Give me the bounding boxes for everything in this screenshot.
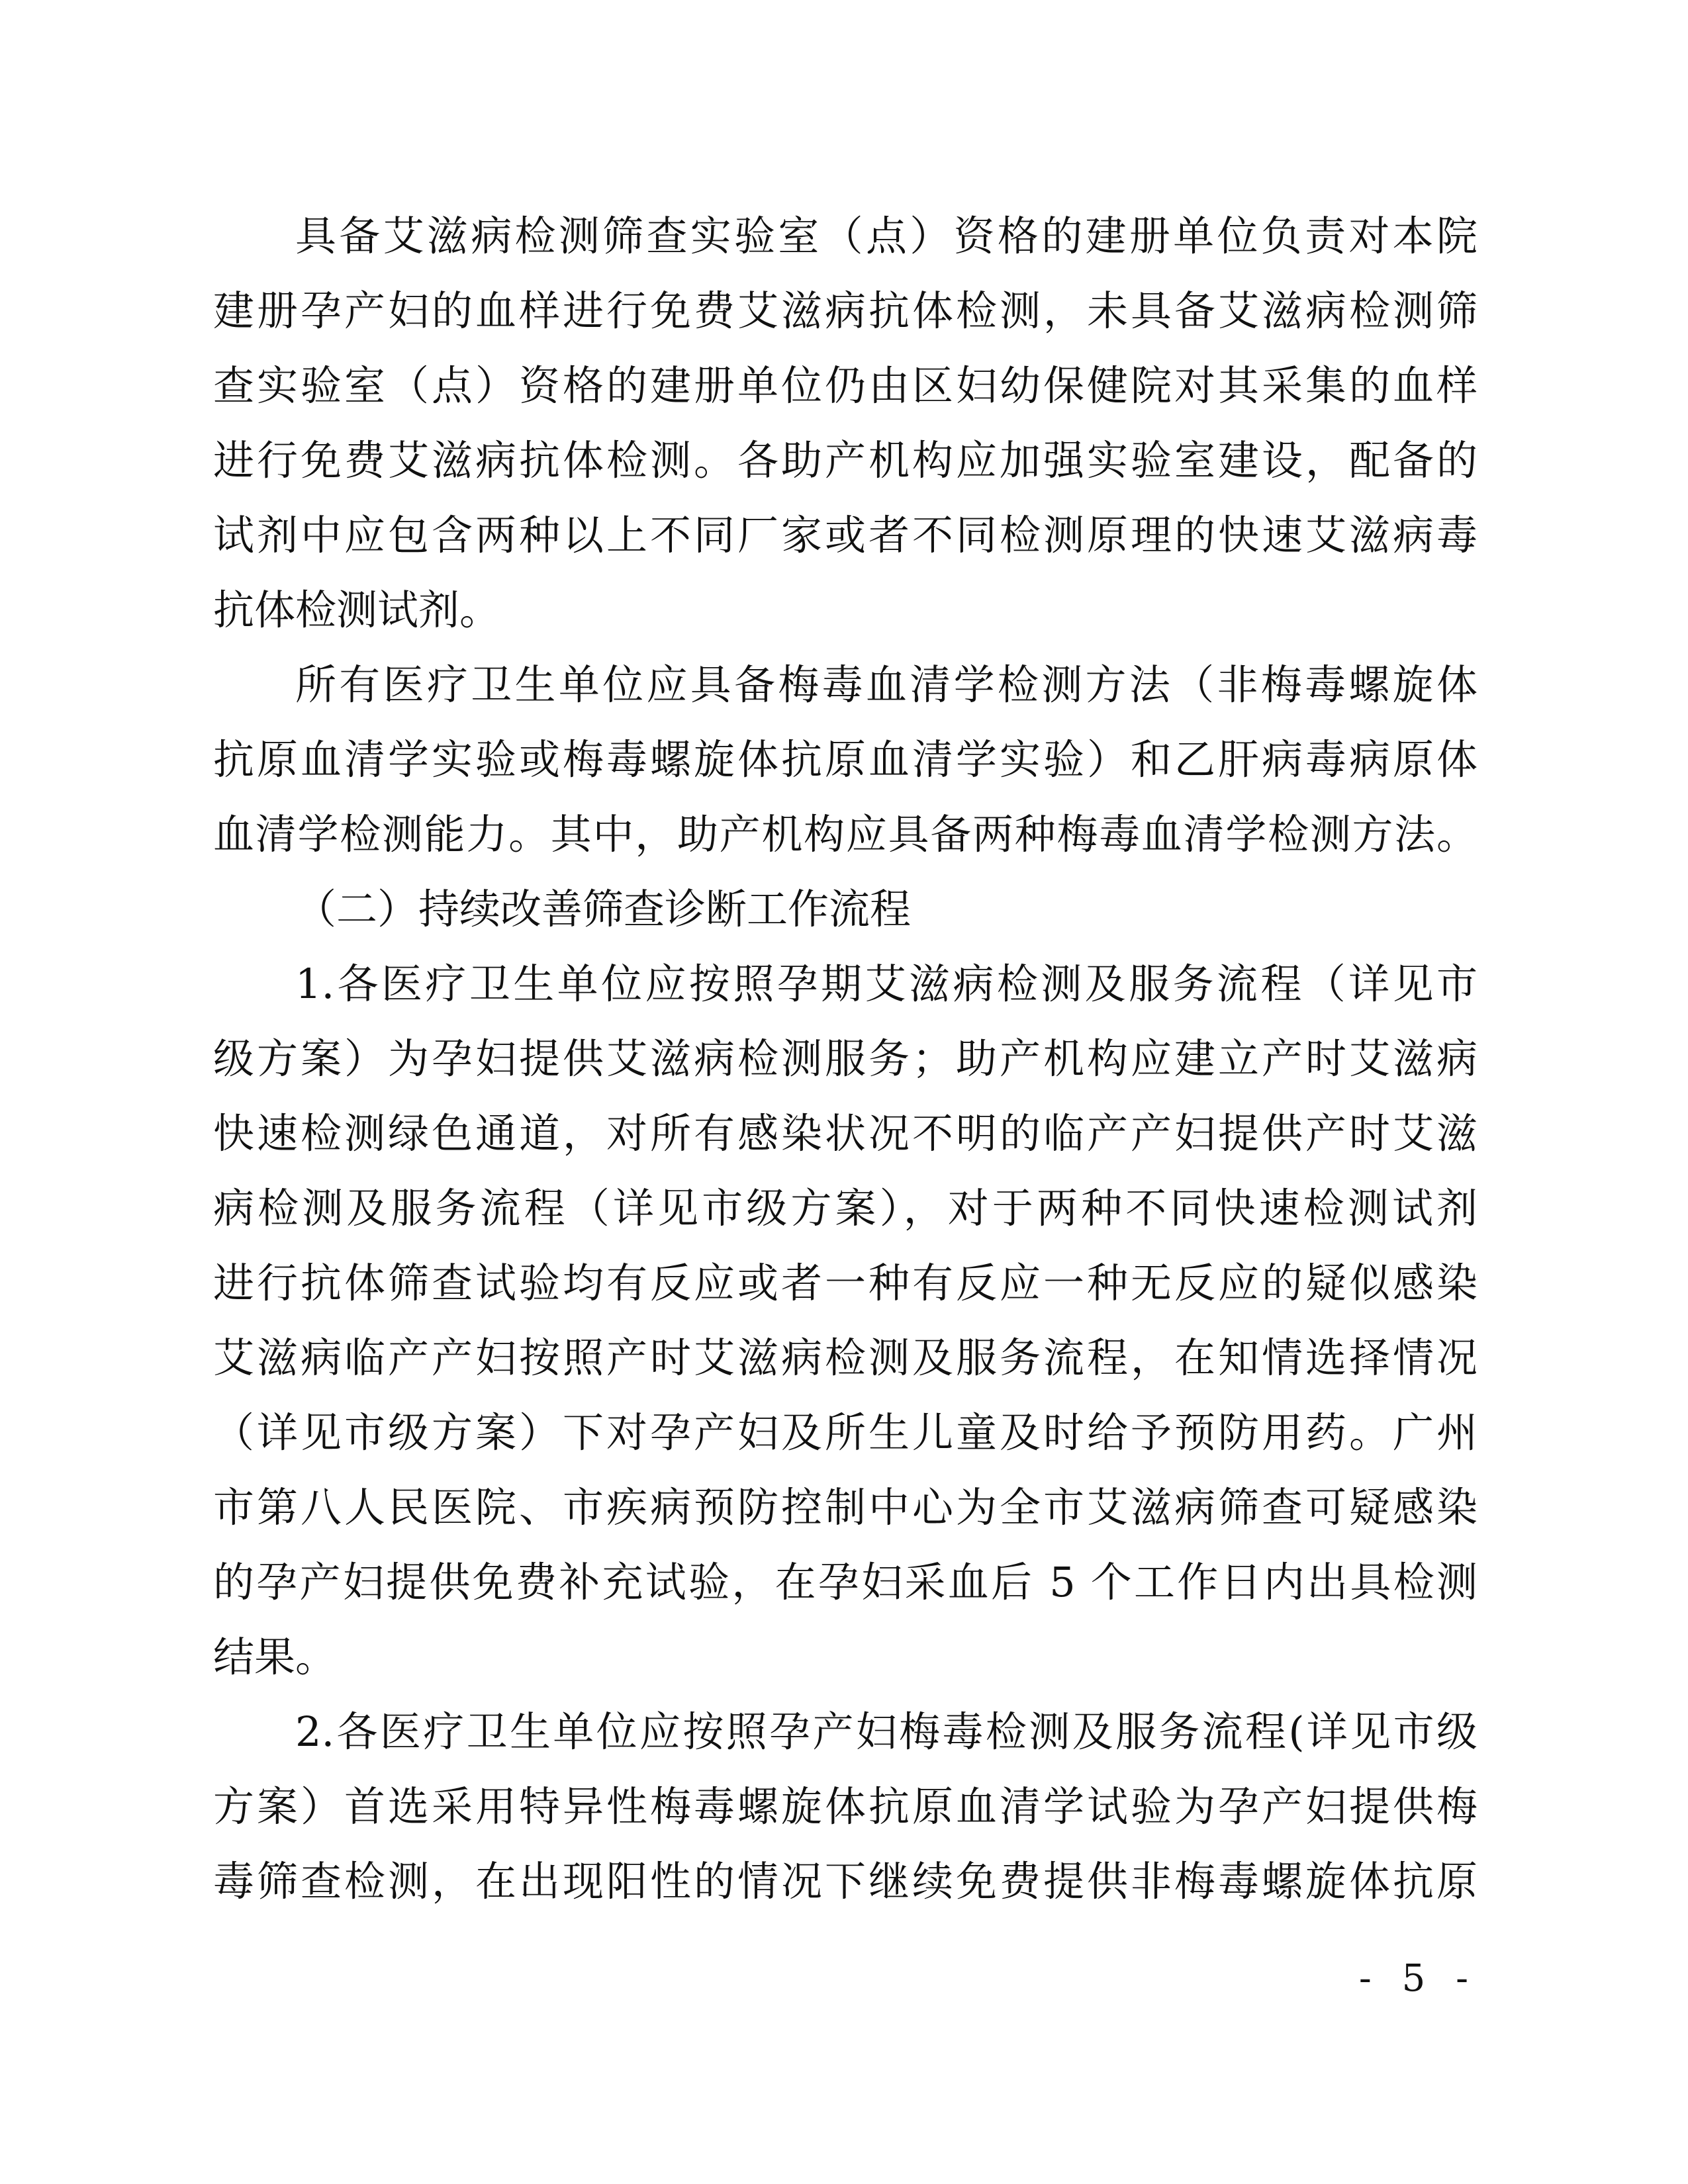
item-2-line-2: 方案）首选采用特异性梅毒螺旋体抗原血清学试验为孕产妇提供梅 (213, 1782, 1477, 1831)
paragraph-1-line-2: 建册孕产妇的血样进行免费艾滋病抗体检测，未具备艾滋病检测筛 (213, 287, 1477, 335)
item-1-line-3: 快速检测绿色通道，对所有感染状况不明的临产产妇提供产时艾滋 (213, 1109, 1477, 1158)
section-heading: （二）持续改善筛查诊断工作流程 (295, 885, 912, 933)
paragraph-1-line-4: 进行免费艾滋病抗体检测。各助产机构应加强实验室建设，配备的 (213, 436, 1477, 484)
item-1-line-2: 级方案）为孕妇提供艾滋病检测服务；助产机构应建立产时艾滋病 (213, 1034, 1477, 1083)
item-2-line-1: 2.各医疗卫生单位应按照孕产妇梅毒检测及服务流程(详见市级 (295, 1707, 1477, 1756)
item-1-line-6: 艾滋病临产产妇按照产时艾滋病检测及服务流程，在知情选择情况 (213, 1334, 1477, 1382)
item-1-line-9: 的孕产妇提供免费补充试验，在孕妇采血后 5 个工作日内出具检测 (213, 1558, 1477, 1606)
paragraph-2-line-1: 所有医疗卫生单位应具备梅毒血清学检测方法（非梅毒螺旋体 (295, 660, 1477, 709)
paragraph-2-line-3: 血清学检测能力。其中，助产机构应具备两种梅毒血清学检测方法。 (213, 810, 1477, 858)
item-1-line-1: 1.各医疗卫生单位应按照孕期艾滋病检测及服务流程（详见市 (295, 960, 1477, 1008)
item-2-line-3: 毒筛查检测，在出现阳性的情况下继续免费提供非梅毒螺旋体抗原 (213, 1857, 1477, 1905)
item-1-line-10: 结果。 (213, 1633, 337, 1681)
document-body (213, 199, 1477, 1919)
paragraph-1-line-5: 试剂中应包含两种以上不同厂家或者不同检测原理的快速艾滋病毒 (213, 511, 1477, 559)
paragraph-1-line-1: 具备艾滋病检测筛查实验室（点）资格的建册单位负责对本院 (295, 212, 1477, 260)
item-1-line-4: 病检测及服务流程（详见市级方案），对于两种不同快速检测试剂 (213, 1184, 1477, 1232)
paragraph-1-line-3: 查实验室（点）资格的建册单位仍由区妇幼保健院对其采集的血样 (213, 361, 1477, 410)
item-1-line-8: 市第八人民医院、市疾病预防控制中心为全市艾滋病筛查可疑感染 (213, 1483, 1477, 1531)
item-1-line-7: （详见市级方案）下对孕产妇及所生儿童及时给予预防用药。广州 (213, 1408, 1477, 1457)
paragraph-2-line-2: 抗原血清学实验或梅毒螺旋体抗原血清学实验）和乙肝病毒病原体 (213, 735, 1477, 784)
item-1-line-5: 进行抗体筛查试验均有反应或者一种有反应一种无反应的疑似感染 (213, 1259, 1477, 1307)
paragraph-1-line-6: 抗体检测试剂。 (213, 586, 501, 634)
page-number: - 5 - (1358, 1957, 1477, 2000)
